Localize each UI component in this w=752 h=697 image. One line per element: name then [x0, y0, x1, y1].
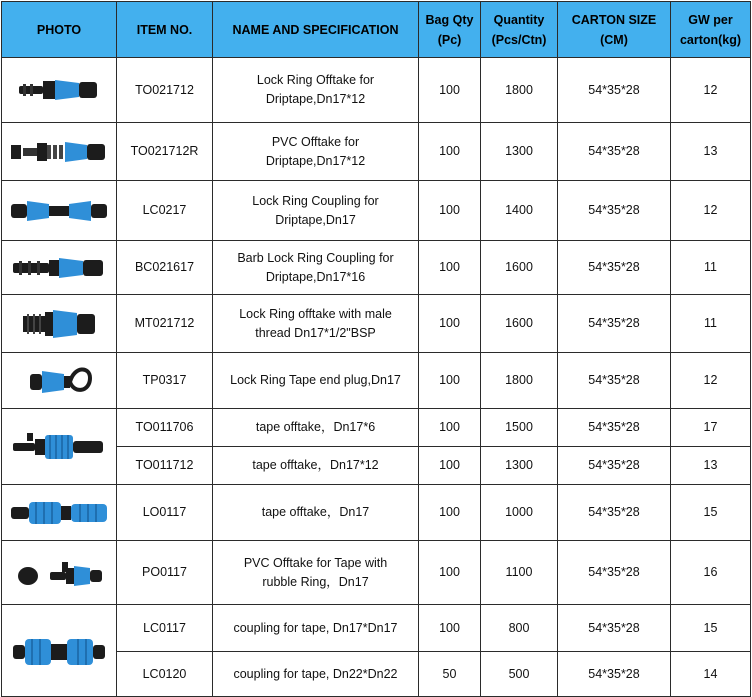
name-spec-cell: tape offtake，Dn17*12 — [213, 447, 419, 485]
name-spec-cell: Lock Ring Coupling for Driptape,Dn17 — [213, 181, 419, 241]
photo-cell — [2, 241, 117, 295]
item-no-cell: MT021712 — [117, 295, 213, 353]
bag-qty-cell: 100 — [419, 541, 481, 605]
name-spec-cell: Lock Ring Offtake for Driptape,Dn17*12 — [213, 58, 419, 123]
carton-size-cell: 54*35*28 — [558, 181, 671, 241]
gw-cell: 13 — [671, 123, 751, 181]
bag-qty-cell: 100 — [419, 485, 481, 541]
item-no-cell: PO0117 — [117, 541, 213, 605]
item-no-cell: LC0120 — [117, 652, 213, 697]
table-row — [2, 58, 751, 123]
gw-cell: 15 — [671, 485, 751, 541]
item-no-cell: LC0117 — [117, 605, 213, 652]
name-spec-cell: coupling for tape, Dn17*Dn17 — [213, 605, 419, 652]
name-spec-cell: Lock Ring offtake with male thread Dn17*1/2"BSP — [213, 295, 419, 353]
coupling-for-tape-photo — [11, 631, 107, 671]
gw-cell: 12 — [671, 181, 751, 241]
photo-cell — [2, 541, 117, 605]
bag-qty-cell: 100 — [419, 241, 481, 295]
table-row — [2, 605, 751, 652]
photo-cell — [2, 605, 117, 697]
item-no-cell: TO021712 — [117, 58, 213, 123]
bag-qty-cell: 100 — [419, 353, 481, 409]
name-spec-cell: PVC Offtake for Tape with rubble Ring，Dn17 — [213, 541, 419, 605]
quantity-cell: 1100 — [481, 541, 558, 605]
header-item-no: ITEM NO. — [117, 2, 213, 58]
name-spec-cell: coupling for tape, Dn22*Dn22 — [213, 652, 419, 697]
item-no-cell: TP0317 — [117, 353, 213, 409]
gw-cell: 11 — [671, 295, 751, 353]
table-row — [2, 181, 751, 241]
pvc-offtake-rubber-ring-photo — [14, 556, 104, 590]
photo-cell — [2, 485, 117, 541]
header-bag-qty: Bag Qty (Pc) — [419, 2, 481, 58]
table-row — [2, 123, 751, 181]
bag-qty-cell: 100 — [419, 447, 481, 485]
carton-size-cell: 54*35*28 — [558, 541, 671, 605]
carton-size-cell: 54*35*28 — [558, 409, 671, 447]
male-thread-offtake-photo — [19, 304, 99, 344]
quantity-cell: 800 — [481, 605, 558, 652]
carton-size-cell: 54*35*28 — [558, 652, 671, 697]
table-row — [2, 241, 751, 295]
name-spec-cell: tape offtake，Dn17*6 — [213, 409, 419, 447]
item-no-cell: TO021712R — [117, 123, 213, 181]
photo-cell — [2, 295, 117, 353]
gw-cell: 13 — [671, 447, 751, 485]
quantity-cell: 1300 — [481, 447, 558, 485]
gw-cell: 12 — [671, 353, 751, 409]
carton-size-cell: 54*35*28 — [558, 485, 671, 541]
photo-cell — [2, 409, 117, 485]
quantity-cell: 1600 — [481, 241, 558, 295]
bag-qty-cell: 100 — [419, 605, 481, 652]
gw-cell: 14 — [671, 652, 751, 697]
table-row — [2, 541, 751, 605]
carton-size-cell: 54*35*28 — [558, 447, 671, 485]
quantity-cell: 1800 — [481, 58, 558, 123]
quantity-cell: 1400 — [481, 181, 558, 241]
name-spec-cell: PVC Offtake for Driptape,Dn17*12 — [213, 123, 419, 181]
lock-ring-offtake-photo — [17, 75, 101, 105]
tape-offtake-photo — [11, 429, 107, 465]
gw-cell: 15 — [671, 605, 751, 652]
table-row — [2, 353, 751, 409]
item-no-cell: LC0217 — [117, 181, 213, 241]
photo-cell — [2, 58, 117, 123]
bag-qty-cell: 100 — [419, 181, 481, 241]
table-row — [2, 485, 751, 541]
gw-cell: 16 — [671, 541, 751, 605]
bag-qty-cell: 50 — [419, 652, 481, 697]
quantity-cell: 1300 — [481, 123, 558, 181]
item-no-cell: BC021617 — [117, 241, 213, 295]
photo-cell — [2, 181, 117, 241]
quantity-cell: 1800 — [481, 353, 558, 409]
carton-size-cell: 54*35*28 — [558, 58, 671, 123]
carton-size-cell: 54*35*28 — [558, 123, 671, 181]
bag-qty-cell: 100 — [419, 123, 481, 181]
product-spec-table — [1, 1, 751, 697]
item-no-cell: TO011706 — [117, 409, 213, 447]
pvc-offtake-photo — [9, 137, 109, 167]
header-photo: PHOTO — [2, 2, 117, 58]
tape-offtake-dn17-photo — [9, 496, 109, 530]
item-no-cell: LO0117 — [117, 485, 213, 541]
header-quantity: Quantity (Pcs/Ctn) — [481, 2, 558, 58]
header-carton-size: CARTON SIZE (CM) — [558, 2, 671, 58]
gw-cell: 11 — [671, 241, 751, 295]
photo-cell — [2, 353, 117, 409]
gw-cell: 12 — [671, 58, 751, 123]
table-header-row — [2, 2, 751, 58]
header-name-spec: NAME AND SPECIFICATION — [213, 2, 419, 58]
carton-size-cell: 54*35*28 — [558, 295, 671, 353]
carton-size-cell: 54*35*28 — [558, 605, 671, 652]
name-spec-cell: Barb Lock Ring Coupling for Driptape,Dn17*16 — [213, 241, 419, 295]
quantity-cell: 500 — [481, 652, 558, 697]
bag-qty-cell: 100 — [419, 295, 481, 353]
photo-cell — [2, 123, 117, 181]
item-no-cell: TO011712 — [117, 447, 213, 485]
carton-size-cell: 54*35*28 — [558, 241, 671, 295]
quantity-cell: 1600 — [481, 295, 558, 353]
barb-lock-ring-coupling-photo — [11, 253, 107, 283]
header-gw: GW per carton(kg) — [671, 2, 751, 58]
carton-size-cell: 54*35*28 — [558, 353, 671, 409]
gw-cell: 17 — [671, 409, 751, 447]
quantity-cell: 1000 — [481, 485, 558, 541]
lock-ring-coupling-photo — [9, 196, 109, 226]
table-row — [2, 409, 751, 447]
bag-qty-cell: 100 — [419, 409, 481, 447]
quantity-cell: 1500 — [481, 409, 558, 447]
bag-qty-cell: 100 — [419, 58, 481, 123]
name-spec-cell: Lock Ring Tape end plug,Dn17 — [213, 353, 419, 409]
tape-end-plug-photo — [24, 364, 94, 398]
name-spec-cell: tape offtake，Dn17 — [213, 485, 419, 541]
table-row — [2, 295, 751, 353]
